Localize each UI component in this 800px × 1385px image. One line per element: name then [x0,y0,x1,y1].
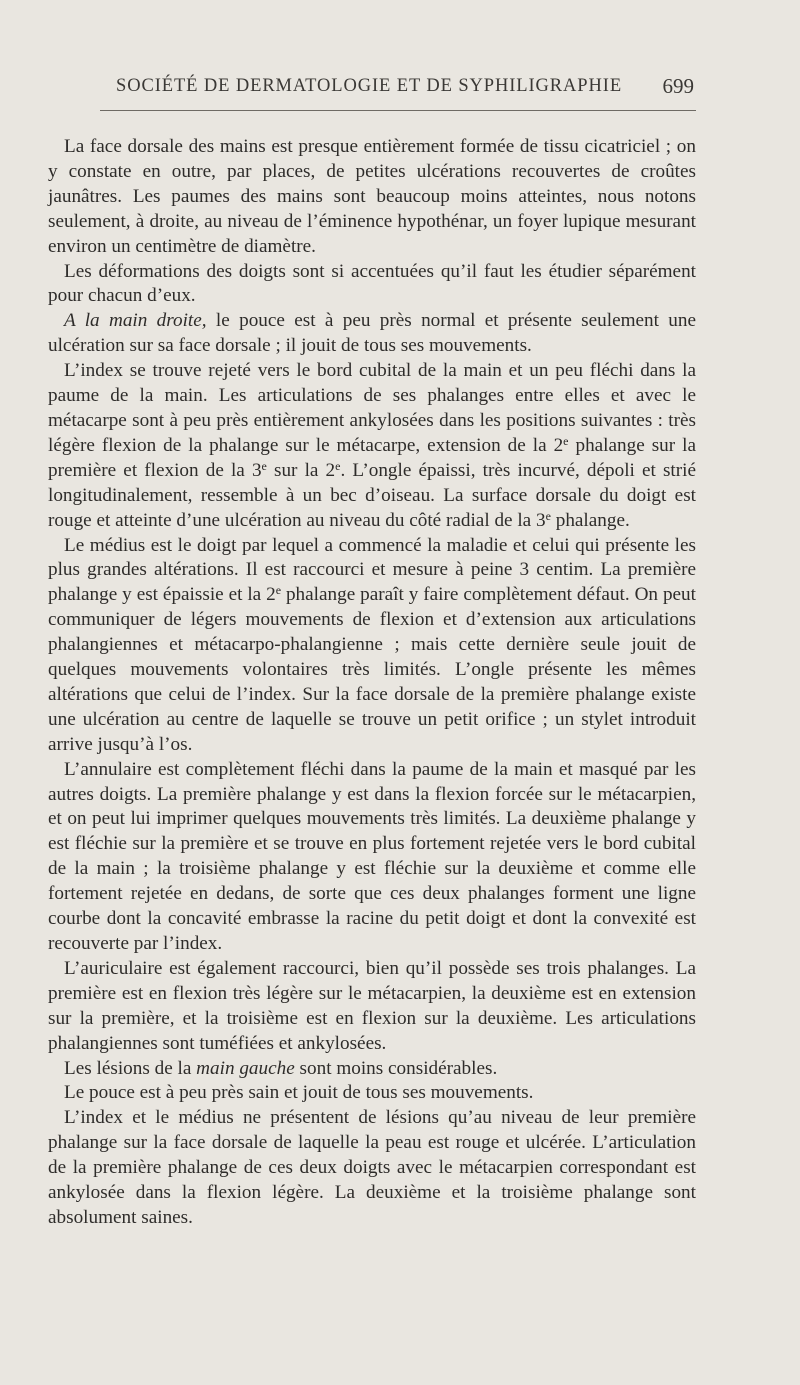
paragraph-left-hand: Les lésions de la main gauche sont moins considérables. [64,1057,498,1079]
page-number: 699 [662,74,694,98]
paragraph-middle-finger: Le médius est le doigt par lequel a commencé la maladie et celui qui présente les plus grandes altérations. Il est raccourci et mesure à peine 3 centim. La première phalange y est épaissie et la 2e phalange paraît y faire complètement défaut. On peut communiquer de légers mouvements de flexion et d’extension aux articulations phalangiennes et métacarpo-phalangienne ; mais cette dernière seule jouit de quelques mouvements volontaires très limités. L’ongle présente les mêmes altérations que celui de l’index. Sur la face dorsale de la première phalange existe une ulcération au centre de laquelle se trouve un petit orifice ; un stylet introduit arrive jusqu’à l’os. [48,534,696,755]
paragraph-ring-finger: L’annulaire est complètement fléchi dans la paume de la main et masqué par les autres doigts. La première phalange y est dans la flexion forcée sur le métacarpien, et on peut lui imprimer quelques mouvements très limités. La deuxième phalange y est fléchie sur la première et se trouve en plus fortement rejetée vers le bord cubital de la main ; la troisième phalange y est fléchie sur la deuxième et comme elle fortement rejetée en dedans, de sorte que ces deux phalanges forment une ligne courbe dont la concavité embrasse la racine du petit doigt et dont la convexité est recouverte par l’index. [48,758,696,954]
body-text [48,135,696,1231]
running-header [100,70,696,111]
paragraph-left-index-middle: L’index et le médius ne présentent de lésions qu’au niveau de leur première phalange sur la face dorsale de laquelle la peau est rouge et ulcérée. L’articulation de la première phalange de ces deux doigts avec le métacarpien correspondant est ankylosée dans la flexion légère. La deuxième et la troisième phalange sont absolument saines. [48,1107,696,1228]
paragraph-deformations: Les déformations des doigts sont si accentuées qu’il faut les étudier séparément pour chacun d’eux. [48,260,696,307]
right-hand-emphasis: A la main droite, [64,310,207,332]
left-hand-emphasis: main gauche [196,1057,295,1079]
paragraph-little-finger: L’auriculaire est également raccourci, bien qu’il possède ses trois phalanges. La première est en flexion très légère sur le métacarpien, la deuxième est en extension sur la première, et la troisième est en flexion sur la deuxième. Les articulations phalangiennes sont tuméfiées et ankylosées. [48,957,696,1054]
paragraph-index-finger: L’index se trouve rejeté vers le bord cubital de la main et un peu fléchi dans la paume de la main. Les articulations de ses phalanges entre elles et avec le métacarpe sont à peu près entièrement ankylosées dans les positions suivantes : très légère flexion de la phalange sur le métacarpe, extension de la 2e phalange sur la première et flexion de la 3e sur la 2e. L’ongle épaissi, très incurvé, dépoli et strié longitudinalement, ressemble à un bec d’oiseau. La surface dorsale du doigt est rouge et atteinte d’une ulcération au niveau du côté radial de la 3e phalange. [48,360,696,531]
running-title: SOCIÉTÉ DE DERMATOLOGIE ET DE SYPHILIGRAPHIE [116,76,623,96]
paragraph-dorsal-face: La face dorsale des mains est presque entièrement formée de tissu cicatriciel ; on y constate en outre, par places, de petites ulcérations recouvertes de croûtes jaunâtres. Les paumes des mains sont beaucoup moins atteintes, nous notons seulement, à droite, au niveau de l’éminence hypothénar, un foyer lupique mesurant environ un centimètre de diamètre. [48,136,696,257]
paragraph-right-hand-thumb: A la main droite, le pouce est à peu près normal et présente seulement une ulcération sur sa face dorsale ; il jouit de tous ses mouvements. [48,310,697,357]
paragraph-left-thumb: Le pouce est à peu près sain et jouit de tous ses mouvements. [64,1082,534,1104]
